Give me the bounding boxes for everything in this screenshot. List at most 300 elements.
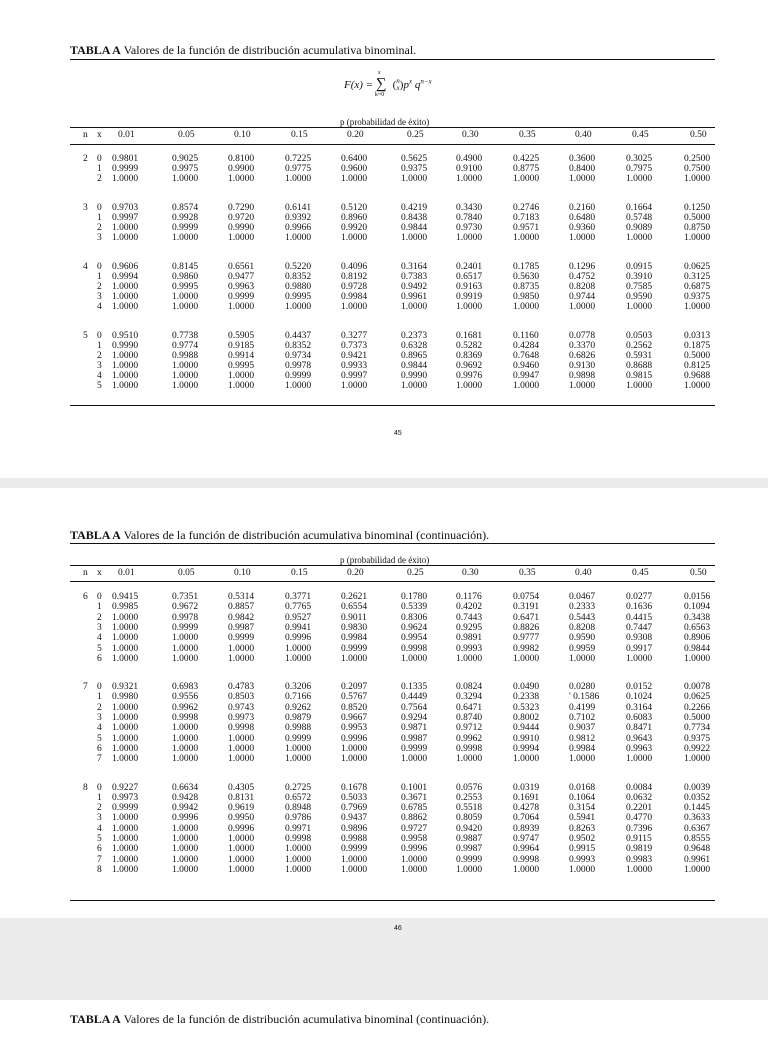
- header-rule-top: [70, 565, 715, 566]
- table-cell: 0.0168: [569, 782, 596, 793]
- table-cell: 0.9990: [112, 341, 139, 351]
- table-cell: 1.0000: [112, 633, 139, 644]
- table-cell: 1.0000: [172, 733, 199, 744]
- table-cell: 0.9510: [112, 331, 139, 341]
- table-cell: 0.8740: [456, 713, 483, 723]
- table-cell: 1.0000: [341, 174, 368, 184]
- table-cell: 0.9025: [172, 154, 199, 164]
- table-cell: 0.9995: [228, 361, 255, 371]
- table-cell: 0.9743: [228, 702, 255, 713]
- table-cell: 0.4278: [513, 803, 540, 814]
- header-p-0.20: 0.20: [347, 568, 364, 578]
- table-cell: 0.9777: [513, 633, 540, 644]
- table-cell: 0.6328: [401, 341, 428, 351]
- table-cell: 0.9227: [112, 782, 139, 793]
- table-cell: 0.0319: [513, 782, 540, 793]
- table-cell: 0.9812: [569, 733, 596, 744]
- table-cell: 1.0000: [341, 854, 368, 865]
- header-rule-bottom: [70, 581, 715, 582]
- table-cell: 0.8520: [341, 702, 368, 713]
- table-cell: 0.9842: [228, 612, 255, 623]
- table-cell: 0.8192: [341, 272, 368, 282]
- table-cell: 0.0152: [626, 682, 653, 693]
- table-cell: 0.3430: [456, 203, 483, 213]
- table-cell: 0.7443: [456, 612, 483, 623]
- table-cell: 0.9975: [172, 164, 199, 174]
- table-cell: 0.9999: [172, 223, 199, 233]
- table-cell: 0.9920: [341, 223, 368, 233]
- table-cell: 0.9990: [228, 223, 255, 233]
- table-cell: 0.9734: [285, 351, 312, 361]
- table-cell: 1.0000: [285, 643, 312, 654]
- table-cell: 1.0000: [112, 282, 139, 292]
- table-cell: 1.0000: [172, 743, 199, 754]
- table-cell: 1.0000: [626, 174, 653, 184]
- table-cell: 1.0000: [285, 653, 312, 664]
- table-cell: 1.0000: [684, 754, 711, 765]
- table-cell: 0.9922: [684, 743, 711, 754]
- table-cell: 0.8002: [513, 713, 540, 723]
- table-cell: 0.8960: [341, 213, 368, 223]
- table-label: TABLA A: [70, 43, 121, 57]
- table-cell: 0.5120: [341, 203, 368, 213]
- table-cell: 0.2201: [626, 803, 653, 814]
- table-cell: 0.2333: [569, 602, 596, 613]
- table-cell: 1.0000: [112, 174, 139, 184]
- table-cell: 0.9477: [228, 272, 255, 282]
- table-cell: 0.9692: [456, 361, 483, 371]
- table-cell: 1.0000: [401, 854, 428, 865]
- n-value: 8: [83, 782, 88, 793]
- table-cell: 0.5905: [228, 331, 255, 341]
- table-cell: 1.0000: [228, 371, 255, 381]
- table-cell: 1.0000: [172, 723, 199, 734]
- table-cell: 0.3370: [569, 341, 596, 351]
- header-p-0.05: 0.05: [178, 130, 195, 140]
- sum-lower: k=0: [374, 92, 385, 98]
- table-cell: 1.0000: [285, 844, 312, 855]
- table-cell: 1.0000: [112, 733, 139, 744]
- table-cell: 0.9994: [513, 743, 540, 754]
- table-cell: 0.0156: [684, 592, 711, 602]
- table-cell: 0.7102: [569, 713, 596, 723]
- table-cell: 0.3438: [684, 612, 711, 623]
- x-value: 3: [97, 813, 102, 824]
- table-cell: 0.9262: [285, 702, 312, 713]
- table-cell: 1.0000: [112, 233, 139, 243]
- table-cell: 1.0000: [456, 653, 483, 664]
- x-value: 2: [97, 174, 102, 184]
- table-cell: 0.9987: [456, 844, 483, 855]
- table-cell: 1.0000: [401, 864, 428, 875]
- table-cell: 0.3154: [569, 803, 596, 814]
- x-value: 1: [97, 602, 102, 613]
- table-cell: 0.9688: [684, 371, 711, 381]
- x-value: 1: [97, 792, 102, 803]
- x-value: 2: [97, 223, 102, 233]
- table-cell: 0.8948: [285, 803, 312, 814]
- table-cell: 0.8735: [513, 282, 540, 292]
- table-cell: 0.9953: [341, 723, 368, 734]
- table-cell: 0.0778: [569, 331, 596, 341]
- table-cell: 0.1875: [684, 341, 711, 351]
- header-rule-top: [70, 127, 715, 128]
- table-cell: 0.2373: [401, 331, 428, 341]
- table-cell: 1.0000: [228, 754, 255, 765]
- table-cell: 0.0467: [569, 592, 596, 602]
- table-cell: 0.9037: [569, 723, 596, 734]
- table-cell: 0.9815: [626, 371, 653, 381]
- table-cell: 0.9879: [285, 713, 312, 723]
- table-cell: 0.9988: [172, 351, 199, 361]
- table-cell: 0.9984: [341, 633, 368, 644]
- table-cell: 0.0084: [626, 782, 653, 793]
- table-cell: 0.9860: [172, 272, 199, 282]
- table-cell: 0.9880: [285, 282, 312, 292]
- table-cell: 0.1296: [569, 262, 596, 272]
- table-cell: 0.2746: [513, 203, 540, 213]
- table-cell: 0.8750: [684, 223, 711, 233]
- table-cell: 0.2562: [626, 341, 653, 351]
- table-cell: 0.3771: [285, 592, 312, 602]
- table-cell: 0.3164: [626, 702, 653, 713]
- formula-q: q: [414, 79, 421, 91]
- x-value: 1: [97, 692, 102, 703]
- table-cell: 0.9950: [228, 813, 255, 824]
- table-cell: 0.5630: [513, 272, 540, 282]
- table-cell: 0.9993: [569, 854, 596, 865]
- table-cell: 0.1785: [513, 262, 540, 272]
- table-cell: 0.6875: [684, 282, 711, 292]
- table-cell: 1.0000: [285, 743, 312, 754]
- header-p-0.40: 0.40: [575, 568, 592, 578]
- table-cell: 0.9850: [513, 292, 540, 302]
- table-cell: 0.9998: [401, 643, 428, 654]
- table-cell: 0.9730: [456, 223, 483, 233]
- table-cell: 0.7396: [626, 823, 653, 834]
- table-cell: 0.8306: [401, 612, 428, 623]
- table-cell: 0.4305: [228, 782, 255, 793]
- p-axis-label: p (probabilidad de éxito): [340, 555, 430, 565]
- table-cell: 1.0000: [112, 381, 139, 391]
- header-p-0.45: 0.45: [632, 130, 649, 140]
- table-cell: 1.0000: [456, 381, 483, 391]
- table-cell: 0.8688: [626, 361, 653, 371]
- table-cell: 0.9987: [228, 622, 255, 633]
- table-cell: 1.0000: [401, 653, 428, 664]
- table-cell: 0.9914: [228, 351, 255, 361]
- table-cell: 0.6400: [341, 154, 368, 164]
- table-cell: 0.9844: [401, 361, 428, 371]
- table-cell: 0.9933: [341, 361, 368, 371]
- table-cell: 0.2266: [684, 702, 711, 713]
- table-cell: 0.9502: [569, 834, 596, 844]
- x-value: 7: [97, 854, 102, 865]
- table-cell: 1.0000: [112, 834, 139, 844]
- table-cell: 0.0490: [513, 682, 540, 693]
- table-cell: 0.7738: [172, 331, 199, 341]
- table-cell: 0.7351: [172, 592, 199, 602]
- table-cell: 0.2401: [456, 262, 483, 272]
- table-rule-bottom: [70, 405, 715, 406]
- table-cell: 1.0000: [569, 653, 596, 664]
- table-cell: 0.9947: [513, 371, 540, 381]
- table-cell: 1.0000: [112, 292, 139, 302]
- table-cell: 0.1335: [401, 682, 428, 693]
- table-cell: 0.6083: [626, 713, 653, 723]
- x-value: 1: [97, 272, 102, 282]
- table-cell: 0.2500: [684, 154, 711, 164]
- table-cell: 0.9988: [285, 723, 312, 734]
- table-cell: 0.2621: [341, 592, 368, 602]
- table-cell: 0.9998: [172, 713, 199, 723]
- table-cell: 1.0000: [626, 233, 653, 243]
- n-value: 3: [83, 203, 88, 213]
- table-cell: 0.9321: [112, 682, 139, 693]
- table-cell: 0.8263: [569, 823, 596, 834]
- header-p-0.25: 0.25: [407, 568, 424, 578]
- table-cell: 0.9360: [569, 223, 596, 233]
- table-cell: 0.0503: [626, 331, 653, 341]
- table-cell: 0.9997: [112, 213, 139, 223]
- table-cell: 0.9999: [341, 844, 368, 855]
- header-p-0.25: 0.25: [407, 130, 424, 140]
- table-cell: 0.9990: [401, 371, 428, 381]
- x-value: 0: [97, 782, 102, 793]
- table-cell: 0.8100: [228, 154, 255, 164]
- table-cell: 0.5000: [684, 213, 711, 223]
- table-cell: 0.9819: [626, 844, 653, 855]
- table-cell: 0.9428: [172, 792, 199, 803]
- table-title-cont: [70, 528, 489, 543]
- header-p-0.01: 0.01: [118, 568, 135, 578]
- table-cell: 0.5443: [569, 612, 596, 623]
- table-cell: 1.0000: [569, 754, 596, 765]
- header-p-0.10: 0.10: [234, 568, 251, 578]
- table-cell: 1.0000: [341, 864, 368, 875]
- table-cell: 0.4900: [456, 154, 483, 164]
- table-cell: 1.0000: [401, 174, 428, 184]
- table-cell: 1.0000: [112, 844, 139, 855]
- table-cell: 1.0000: [112, 813, 139, 824]
- header-p-0.30: 0.30: [462, 568, 479, 578]
- table-cell: 0.1001: [401, 782, 428, 793]
- x-value: 4: [97, 302, 102, 312]
- table-cell: 0.5000: [684, 351, 711, 361]
- table-cell: 0.8471: [626, 723, 653, 734]
- table-cell: 1.0000: [228, 643, 255, 654]
- table-cell: 0.7290: [228, 203, 255, 213]
- table-cell: 0.9996: [172, 813, 199, 824]
- table-cell: 1.0000: [456, 754, 483, 765]
- table-cell: 0.9527: [285, 612, 312, 623]
- table-cell: 1.0000: [569, 381, 596, 391]
- table-cell: 0.1445: [684, 803, 711, 814]
- table-cell: 0.9963: [228, 282, 255, 292]
- table-cell: 1.0000: [513, 302, 540, 312]
- formula-p: p: [403, 79, 409, 91]
- table-cell: 0.3910: [626, 272, 653, 282]
- table-cell: 0.6634: [172, 782, 199, 793]
- table-cell: 0.2553: [456, 792, 483, 803]
- table-cell: 1.0000: [456, 864, 483, 875]
- table-cell: 0.6983: [172, 682, 199, 693]
- header-p-0.35: 0.35: [519, 130, 536, 140]
- table-cell: 0.4202: [456, 602, 483, 613]
- table-cell: 0.2097: [341, 682, 368, 693]
- table-cell: 0.6826: [569, 351, 596, 361]
- table-title-cont: [70, 1012, 489, 1027]
- table-cell: 1.0000: [341, 233, 368, 243]
- table-cell: 0.9747: [513, 834, 540, 844]
- table-cell: 0.7975: [626, 164, 653, 174]
- header-x: x: [97, 568, 102, 578]
- table-cell: 1.0000: [172, 174, 199, 184]
- table-cell: 0.9993: [456, 643, 483, 654]
- table-cell: 0.7765: [285, 602, 312, 613]
- table-title-text: Valores de la función de distribución acumulativa binominal.: [123, 43, 417, 57]
- table-title-text: Valores de la función de distribución acumulativa binominal (continuación).: [123, 528, 490, 542]
- table-cell: 0.8400: [569, 164, 596, 174]
- table-rule-bottom: [70, 900, 715, 901]
- table-cell: 0.7564: [401, 702, 428, 713]
- table-cell: 0.7734: [684, 723, 711, 734]
- table-cell: 0.9898: [569, 371, 596, 381]
- table-cell: 1.0000: [172, 834, 199, 844]
- table-cell: 1.0000: [569, 864, 596, 875]
- table-cell: 0.9712: [456, 723, 483, 734]
- n-value: 6: [83, 592, 88, 602]
- formula-p-exp: x: [408, 77, 413, 86]
- table-cell: 0.9774: [172, 341, 199, 351]
- table-cell: 0.9999: [285, 371, 312, 381]
- n-value: 2: [83, 154, 88, 164]
- table-cell: 0.9998: [513, 854, 540, 865]
- table-cell: 0.0313: [684, 331, 711, 341]
- table-cell: 1.0000: [401, 381, 428, 391]
- table-cell: 0.9308: [626, 633, 653, 644]
- header-x: x: [97, 130, 102, 140]
- table-cell: 1.0000: [112, 653, 139, 664]
- sum-upper: x: [377, 70, 381, 76]
- table-cell: 1.0000: [626, 381, 653, 391]
- table-cell: 1.0000: [228, 233, 255, 243]
- table-cell: 1.0000: [112, 713, 139, 723]
- x-value: 1: [97, 164, 102, 174]
- p-axis-label: p (probabilidad de éxito): [340, 117, 430, 127]
- table-cell: 1.0000: [112, 754, 139, 765]
- table-cell: 0.9844: [401, 223, 428, 233]
- table-cell: 1.0000: [228, 174, 255, 184]
- table-cell: 0.8059: [456, 813, 483, 824]
- x-value: 4: [97, 371, 102, 381]
- header-p-0.50: 0.50: [690, 130, 707, 140]
- table-cell: 0.7166: [285, 692, 312, 703]
- table-cell: 1.0000: [513, 653, 540, 664]
- table-cell: 0.8125: [684, 361, 711, 371]
- table-cell: 0.6554: [341, 602, 368, 613]
- table-cell: 0.5033: [341, 792, 368, 803]
- table-cell: 1.0000: [513, 174, 540, 184]
- n-value: 7: [83, 682, 88, 693]
- table-cell: 1.0000: [228, 854, 255, 865]
- x-value: 3: [97, 622, 102, 633]
- header-p-0.45: 0.45: [632, 568, 649, 578]
- table-cell: 0.9928: [172, 213, 199, 223]
- table-cell: 0.8939: [513, 823, 540, 834]
- table-cell: 0.9375: [401, 164, 428, 174]
- table-cell: 1.0000: [228, 302, 255, 312]
- table-cell: 0.9998: [228, 723, 255, 734]
- table-cell: 0.3164: [401, 262, 428, 272]
- table-cell: 0.1691: [513, 792, 540, 803]
- table-cell: 0.9163: [456, 282, 483, 292]
- header-p-0.50: 0.50: [690, 568, 707, 578]
- table-cell: 0.8574: [172, 203, 199, 213]
- table-label: TABLA A: [70, 1012, 121, 1026]
- table-cell: 0.8862: [401, 813, 428, 824]
- table-cell: 1.0000: [513, 381, 540, 391]
- table-cell: 0.9963: [626, 743, 653, 754]
- table-cell: 0.8352: [285, 341, 312, 351]
- table-cell: 0.0078: [684, 682, 711, 693]
- table-cell: 0.0352: [684, 792, 711, 803]
- table-cell: 1.0000: [626, 864, 653, 875]
- table-cell: 1.0000: [569, 302, 596, 312]
- table-cell: 0.9720: [228, 213, 255, 223]
- table-cell: 0.8352: [285, 272, 312, 282]
- column-header-row: [0, 568, 768, 580]
- table-cell: 0.9983: [626, 854, 653, 865]
- table-cell: 1.0000: [285, 754, 312, 765]
- x-value: 6: [97, 743, 102, 754]
- table-cell: 0.9999: [401, 743, 428, 754]
- column-header-row: [0, 130, 768, 142]
- table-cell: 0.1681: [456, 331, 483, 341]
- table-cell: 0.9961: [684, 854, 711, 865]
- table-cell: 0.9619: [228, 803, 255, 814]
- table-cell: 0.9130: [569, 361, 596, 371]
- table-body: [0, 154, 768, 454]
- table-cell: 0.7969: [341, 803, 368, 814]
- table-cell: 0.9962: [456, 733, 483, 744]
- header-rule-bottom: [70, 144, 715, 145]
- table-cell: 0.2338: [513, 692, 540, 703]
- header-p-0.40: 0.40: [575, 130, 592, 140]
- table-cell: 0.4225: [513, 154, 540, 164]
- table-cell: 0.9606: [112, 262, 139, 272]
- table-cell: 0.9995: [285, 292, 312, 302]
- table-cell: 0.9115: [626, 834, 652, 844]
- table-cell: 1.0000: [112, 854, 139, 865]
- table-cell: 1.0000: [112, 302, 139, 312]
- table-cell: 0.3600: [569, 154, 596, 164]
- header-p-0.30: 0.30: [462, 130, 479, 140]
- table-cell: 0.9919: [456, 292, 483, 302]
- x-value: 0: [97, 154, 102, 164]
- table-cell: 0.9999: [228, 633, 255, 644]
- table-cell: 0.1664: [626, 203, 653, 213]
- table-cell: 0.4219: [401, 203, 428, 213]
- header-p-0.10: 0.10: [234, 130, 251, 140]
- table-cell: 0.1678: [341, 782, 368, 793]
- table-cell: 0.9460: [513, 361, 540, 371]
- table-cell: 0.8775: [513, 164, 540, 174]
- header-n: n: [83, 568, 88, 578]
- table-cell: 1.0000: [285, 864, 312, 875]
- table-cell: 0.5323: [513, 702, 540, 713]
- table-cell: 0.1636: [626, 602, 653, 613]
